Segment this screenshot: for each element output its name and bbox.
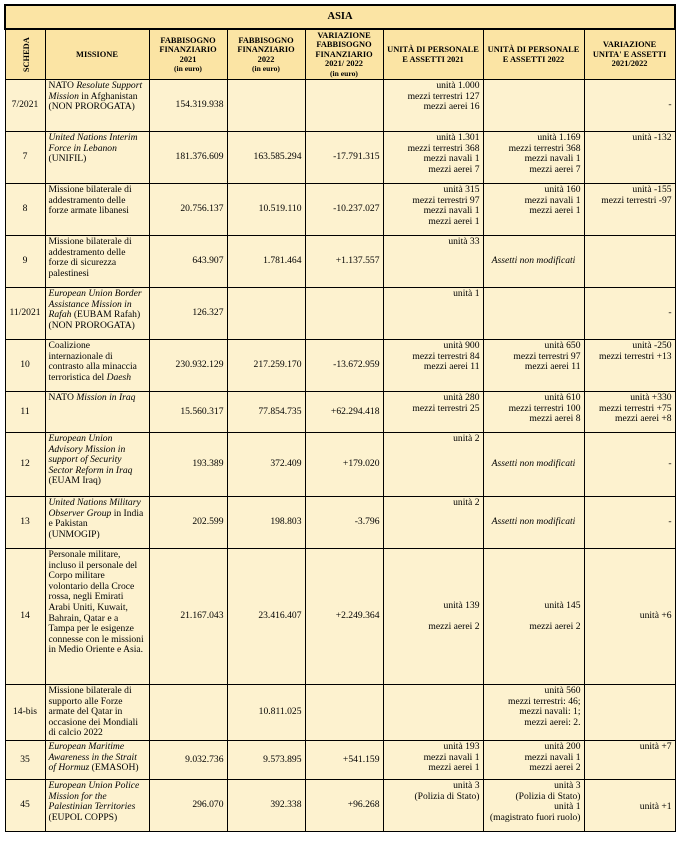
unit-line: mezzi aerei 7: [529, 163, 581, 175]
missione-text: Personale militare, incluso il personale del Corpo militare volontario della Croce rossa, negli Emirati Arabi Uniti, Kuwait, Bahrain, Qatar e a Tampa per le esigenze connesse con le missioni in Medio Oriente e Asia.: [48, 549, 144, 656]
cell-f22: 10.811.025: [227, 685, 305, 741]
cell-f21: 202.599: [149, 497, 227, 549]
unit-line: mezzi aerei 11: [524, 361, 581, 373]
header-missione: MISSIONE: [45, 29, 149, 80]
table-row: [5, 288, 675, 340]
variation-line: [588, 781, 672, 792]
missione-name-italic: European Union Border Assistance Mission in Rafah: [48, 288, 142, 321]
cell-unita-2022: [483, 392, 584, 433]
cell-unita-2022: [483, 780, 584, 832]
header-unita-2022: UNITÀ DI PERSONALE E ASSETTI 2022: [483, 29, 584, 80]
missione-acronym: (UNIFIL): [48, 153, 87, 165]
unit-line: mezzi navali: 1;: [519, 706, 581, 718]
cell-unita-2022: [483, 549, 584, 685]
cell-f22: [227, 288, 305, 340]
unit-line: mezzi terrestri 84: [412, 350, 480, 362]
cell-vf: +1.137.557: [305, 236, 383, 288]
table-row: [5, 236, 675, 288]
cell-unita-2022: [483, 184, 584, 236]
cell-scheda: 13: [5, 497, 45, 549]
missione-name-italic: European Maritime Awareness in the Strait of Hormuz: [48, 741, 137, 774]
cell-scheda: 35: [5, 741, 45, 780]
cell-f21: 154.319.938: [149, 80, 227, 132]
cell-vf: +2.249.364: [305, 549, 383, 685]
unit-line: unità 1.000: [436, 80, 480, 92]
table-row: [5, 433, 675, 497]
cell-variazione-unita: [584, 288, 675, 340]
cell-missione: [45, 497, 149, 549]
cell-variazione-unita: [584, 685, 675, 741]
unit-line: mezzi navali 1: [423, 205, 480, 217]
unit-line: mezzi navali 1: [524, 194, 581, 206]
unit-line: unità 1.169: [537, 132, 581, 144]
cell-missione: [45, 340, 149, 392]
cell-scheda: 7: [5, 132, 45, 184]
cell-f21: 126.327: [149, 288, 227, 340]
cell-variazione-unita: [584, 497, 675, 549]
variation-line: unità +6: [639, 610, 672, 622]
cell-unita-2022: Assetti non modificati: [483, 433, 584, 497]
unit-line: unità 315: [443, 184, 480, 196]
unit-line: mezzi aerei 16: [423, 101, 480, 113]
missione-name-italic: European Union Advisory Mission in support of Security Sector Reform in Iraq: [48, 433, 133, 476]
cell-unita-2021: [383, 741, 483, 780]
unit-line: mezzi aerei 7: [428, 163, 480, 175]
unit-line: mezzi aerei 11: [423, 361, 480, 373]
missione-acronym: (EUPOL COPPS): [48, 811, 118, 823]
unit-line: unità 610: [544, 392, 581, 404]
unit-line: (Polizia di Stato): [515, 790, 581, 802]
unit-line: mezzi navali 1: [423, 153, 480, 165]
unit-line: mezzi navali 1: [524, 751, 581, 763]
cell-variazione-unita: [584, 132, 675, 184]
cell-scheda: 8: [5, 184, 45, 236]
variation-line: unità -132: [632, 132, 672, 144]
table-row: [5, 549, 675, 685]
cell-unita-2022: Assetti non modificati: [483, 236, 584, 288]
cell-scheda: 11/2021: [5, 288, 45, 340]
cell-vf: [305, 80, 383, 132]
cell-unita-2022: [483, 741, 584, 780]
cell-f21: 643.907: [149, 236, 227, 288]
cell-f21: 15.560.317: [149, 392, 227, 433]
cell-scheda: 14: [5, 549, 45, 685]
cell-variazione-unita: [584, 780, 675, 832]
header-variazione-unita: VARIAZIONE UNITA' E ASSETTI 2021/2022: [584, 29, 675, 80]
cell-f21: 230.932.129: [149, 340, 227, 392]
cell-scheda: 7/2021: [5, 80, 45, 132]
unit-line: mezzi navali 1: [524, 153, 581, 165]
cell-missione: [45, 780, 149, 832]
unit-line: unità 200: [544, 741, 581, 752]
unit-line: unità 280: [443, 392, 480, 404]
unit-line: unità 3: [554, 780, 581, 791]
table-row: [5, 80, 675, 132]
missione-text: Missione bilaterale di addestramento delle forze di sicurezza palestinesi: [48, 236, 132, 279]
cell-f22: 10.519.110: [227, 184, 305, 236]
cell-missione: [45, 132, 149, 184]
cell-vf: +541.159: [305, 741, 383, 780]
cell-vf: -13.672.959: [305, 340, 383, 392]
cell-variazione-unita: [584, 433, 675, 497]
variation-line: unità +1: [639, 801, 672, 813]
cell-missione: [45, 741, 149, 780]
unit-line: mezzi terrestri 368: [508, 142, 581, 154]
header-fabbisogno-2022: FABBISOGNO FINANZIARIO 2022 (in euro): [227, 29, 305, 80]
cell-f22: 77.854.735: [227, 392, 305, 433]
unit-line: unità 900: [443, 340, 480, 352]
unit-line: mezzi aerei 2: [529, 620, 581, 632]
cell-variazione-unita: [584, 184, 675, 236]
unit-line: unità 3: [453, 780, 480, 791]
cell-f21: 21.167.043: [149, 549, 227, 685]
variation-line: unità -155: [632, 184, 672, 196]
cell-vf: [305, 288, 383, 340]
missione-name-italic: European Union Police Mission for the Palestinian Territories: [48, 780, 140, 813]
missione-text-suffix: in Afghanistan: [78, 90, 138, 102]
cell-unita-2021: [383, 80, 483, 132]
cell-unita-2021: [383, 392, 483, 433]
missione-text: NATO: [48, 80, 77, 92]
table-row: [5, 184, 675, 236]
missione-name-italic: Resolute Support Mission: [48, 80, 143, 102]
table-row: [5, 392, 675, 433]
variation-line: -: [668, 516, 672, 528]
unit-line: mezzi aerei 2: [529, 762, 581, 774]
cell-vf: +96.268: [305, 780, 383, 832]
cell-vf: -17.791.315: [305, 132, 383, 184]
unit-line: mezzi terrestri 368: [407, 142, 480, 154]
missione-text-suffix: in India e Pakistan: [48, 507, 144, 530]
cell-f22: 163.585.294: [227, 132, 305, 184]
unit-line: mezzi terrestri 127: [407, 90, 480, 102]
unit-line: unità 139: [443, 599, 480, 611]
cell-unita-2021: [383, 780, 483, 832]
cell-f22: 217.259.170: [227, 340, 305, 392]
cell-unita-2021: [383, 340, 483, 392]
missione-acronym: (EUAM Iraq): [48, 475, 101, 487]
unit-line: mezzi aerei: 2.: [524, 716, 581, 728]
unit-line: mezzi terrestri 97: [412, 194, 480, 206]
cell-missione: [45, 392, 149, 433]
asia-missions-table: [4, 4, 676, 832]
variation-line: mezzi terrestri +13: [599, 350, 672, 362]
unit-line: unità 33: [448, 236, 480, 248]
unit-line: unità 160: [544, 184, 581, 196]
cell-vf: -3.796: [305, 497, 383, 549]
missione-acronym: (NON PROROGATA): [48, 319, 135, 331]
table-row: [5, 340, 675, 392]
cell-f22: 9.573.895: [227, 741, 305, 780]
cell-unita-2021: [383, 433, 483, 497]
unit-line: unità 2: [453, 497, 480, 509]
cell-f21: [149, 685, 227, 741]
cell-scheda: 12: [5, 433, 45, 497]
cell-missione: [45, 236, 149, 288]
header-unita-2021: UNITÀ DI PERSONALE E ASSETTI 2021: [383, 29, 483, 80]
header-variazione-fabbisogno: VARIAZIONE FABBISOGNO FINANZIARIO 2021/ 2022 (in euro): [305, 29, 383, 80]
header-fabbisogno-2021: FABBISOGNO FINANZIARIO 2021 (in euro): [149, 29, 227, 80]
unit-line: (Polizia di Stato): [414, 790, 480, 802]
table-row: [5, 685, 675, 741]
missione-acronym: (NON PROROGATA): [48, 101, 135, 113]
unit-line: unità 2: [453, 433, 480, 445]
unit-line: mezzi aerei 1: [428, 215, 480, 227]
cell-scheda: 14-bis: [5, 685, 45, 741]
cell-f22: [227, 80, 305, 132]
cell-unita-2022: [483, 288, 584, 340]
unit-line: mezzi terrestri: 46;: [508, 695, 581, 707]
cell-missione: [45, 549, 149, 685]
missione-name-italic: Daesh: [106, 371, 132, 383]
variation-line: unità +7: [639, 741, 672, 752]
variation-line: unità +330: [630, 392, 672, 404]
cell-unita-2022: [483, 340, 584, 392]
unit-line: mezzi terrestri 97: [513, 350, 581, 362]
cell-f21: 20.756.137: [149, 184, 227, 236]
cell-variazione-unita: [584, 236, 675, 288]
missione-text-suffix: (EMASOH): [89, 762, 139, 774]
cell-f22: 198.803: [227, 497, 305, 549]
cell-variazione-unita: [584, 549, 675, 685]
cell-vf: [305, 685, 383, 741]
cell-unita-2022: [483, 80, 584, 132]
table-row: [5, 497, 675, 549]
unit-line: unità 1: [453, 288, 480, 300]
cell-variazione-unita: [584, 392, 675, 433]
missione-name-italic: United Nations Interim Force in Lebanon: [48, 132, 138, 154]
cell-unita-2021: [383, 685, 483, 741]
cell-f21: 181.376.609: [149, 132, 227, 184]
unit-line: mezzi navali 1: [423, 751, 480, 763]
unit-line: mezzi aerei 2: [428, 620, 480, 632]
unit-line: unità 650: [544, 340, 581, 352]
cell-missione: [45, 433, 149, 497]
cell-f21: 193.389: [149, 433, 227, 497]
cell-f22: 23.416.407: [227, 549, 305, 685]
cell-f22: 1.781.464: [227, 236, 305, 288]
table-row: [5, 741, 675, 780]
unit-line: mezzi aerei 1: [529, 205, 581, 217]
unit-line: unità 1: [554, 801, 581, 813]
cell-unita-2021: [383, 184, 483, 236]
unit-line: mezzi aerei 1: [428, 762, 480, 774]
unit-line: mezzi aerei 8: [529, 413, 581, 425]
cell-scheda: 10: [5, 340, 45, 392]
cell-unita-2021: [383, 549, 483, 685]
variation-line: unità -250: [632, 340, 672, 352]
missione-text: NATO: [48, 392, 77, 404]
cell-variazione-unita: [584, 741, 675, 780]
cell-missione: [45, 288, 149, 340]
cell-f21: 9.032.736: [149, 741, 227, 780]
cell-f21: 296.070: [149, 780, 227, 832]
variation-line: -: [668, 458, 672, 470]
variation-line: mezzi terrestri +75: [599, 402, 672, 414]
variation-line: mezzi aerei +8: [615, 413, 672, 425]
cell-missione: [45, 80, 149, 132]
cell-vf: +62.294.418: [305, 392, 383, 433]
cell-scheda: 11: [5, 392, 45, 433]
unit-line: mezzi terrestri 25: [412, 402, 480, 414]
unit-line: unità 560: [544, 685, 581, 697]
variation-line: -: [668, 99, 672, 111]
variation-line: -: [668, 307, 672, 319]
header-scheda: SCHEDA: [5, 29, 45, 80]
cell-unita-2022: Assetti non modificati: [483, 497, 584, 549]
cell-variazione-unita: [584, 340, 675, 392]
cell-vf: -10.237.027: [305, 184, 383, 236]
unit-line: unità 145: [544, 599, 581, 611]
cell-scheda: 9: [5, 236, 45, 288]
unit-line: mezzi terrestri 100: [508, 402, 581, 414]
cell-unita-2022: [483, 685, 584, 741]
variation-line: mezzi terrestri -97: [601, 194, 672, 206]
table-row: [5, 132, 675, 184]
missione-acronym: (UNMOGIP): [48, 528, 100, 540]
cell-f22: 372.409: [227, 433, 305, 497]
cell-variazione-unita: [584, 80, 675, 132]
table-title: ASIA: [5, 5, 675, 29]
unit-line: (magistrato fuori ruolo): [489, 811, 581, 823]
table-row: [5, 780, 675, 832]
missione-name-italic: United Nations Military Observer Group: [48, 497, 141, 519]
cell-scheda: 45: [5, 780, 45, 832]
cell-f22: 392.338: [227, 780, 305, 832]
missione-text-suffix: (EUBAM Rafah): [71, 309, 141, 321]
cell-unita-2021: [383, 288, 483, 340]
cell-unita-2021: [383, 236, 483, 288]
cell-vf: +179.020: [305, 433, 383, 497]
missione-text: Missione bilaterale di supporto alle Forze armate del Qatar in occasione dei Mondiali di calcio 2022: [48, 685, 139, 739]
cell-unita-2021: [383, 497, 483, 549]
missione-name-italic: Mission in Iraq: [76, 392, 136, 404]
unit-line: unità 193: [443, 741, 480, 752]
cell-missione: [45, 685, 149, 741]
cell-unita-2021: [383, 132, 483, 184]
missione-text: Missione bilaterale di addestramento delle forze armate libanesi: [48, 184, 132, 217]
unit-line: unità 1.301: [436, 132, 480, 144]
cell-missione: [45, 184, 149, 236]
cell-unita-2022: [483, 132, 584, 184]
missione-text: Coalizione internazionale di contrasto alla minaccia terroristica del: [48, 340, 137, 383]
